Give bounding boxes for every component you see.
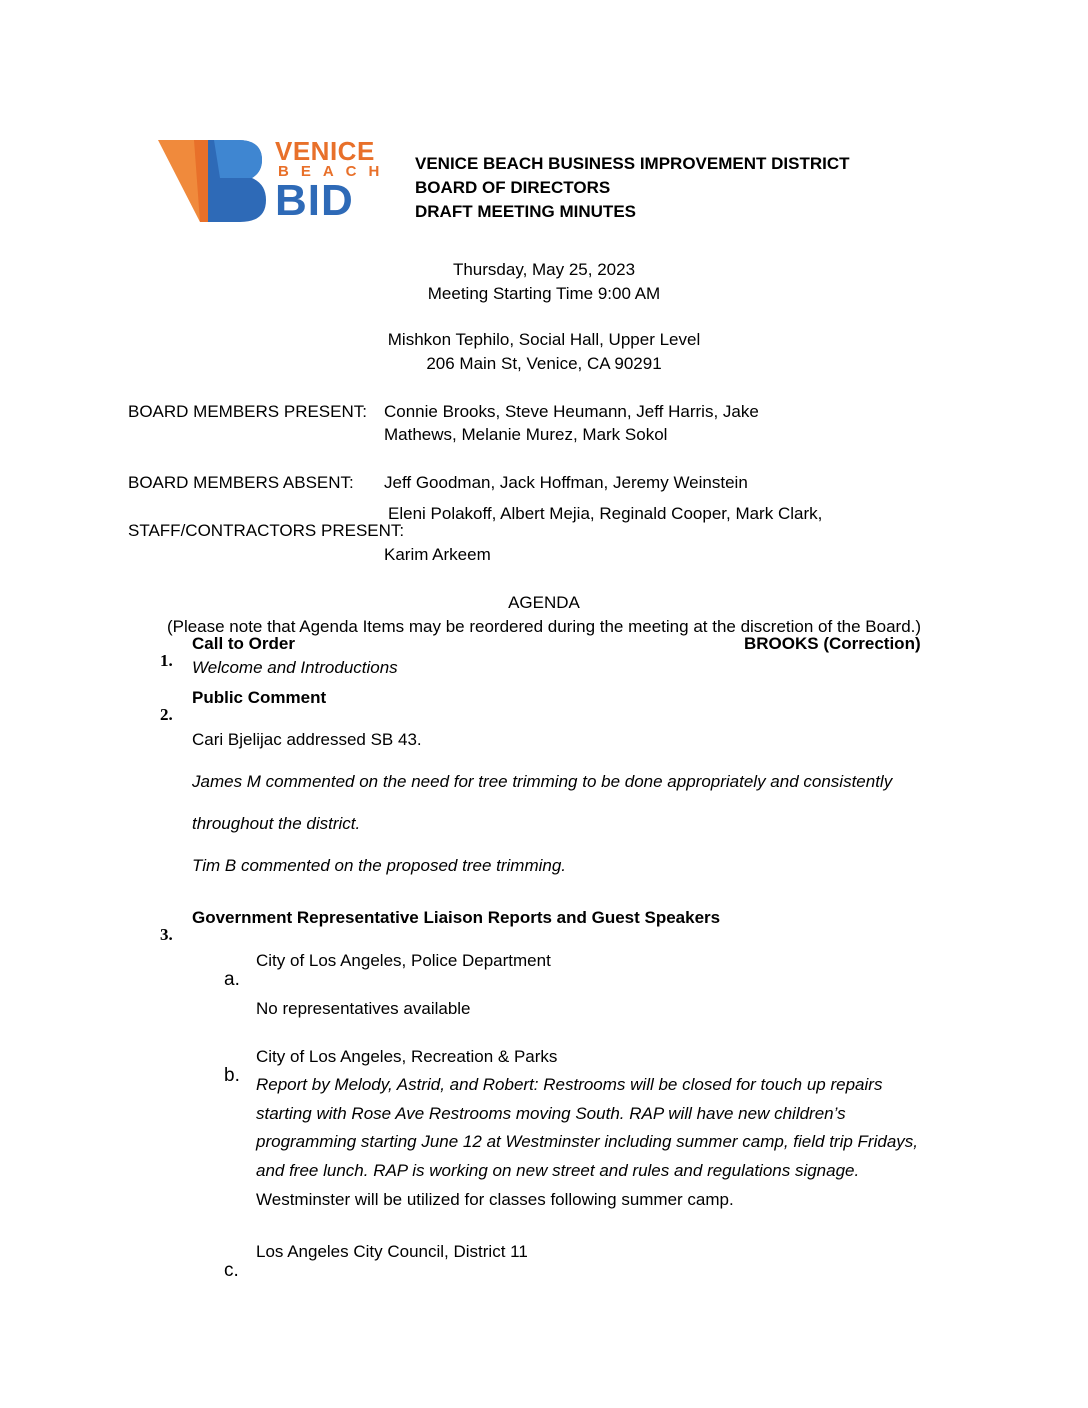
- logo-word-beach: BEACH: [278, 163, 392, 180]
- item3-title: Government Representative Liaison Reports and Guest Speakers: [192, 908, 721, 927]
- venice-beach-bid-logo: [158, 136, 392, 225]
- item3-number: 3.: [160, 925, 173, 944]
- staff-label: STAFF/CONTRACTORS PRESENT:: [128, 521, 405, 540]
- logo-word-venice: VENICE: [275, 136, 375, 166]
- meeting-venue: Mishkon Tephilo, Social Hall, Upper Level: [387, 330, 701, 349]
- item3c-title: Los Angeles City Council, District 11: [256, 1242, 528, 1261]
- agenda-title: AGENDA: [508, 593, 580, 612]
- logo-word-bid: BID: [275, 176, 354, 225]
- board-title: BOARD OF DIRECTORS: [415, 178, 611, 197]
- item3b-letter: b.: [224, 1065, 240, 1086]
- staff-line1: Eleni Polakoff, Albert Mejia, Reginald Cooper, Mark Clark,: [388, 504, 823, 523]
- item1-presenter: BROOKS (Correction): [744, 634, 921, 653]
- absent-members: Jeff Goodman, Jack Hoffman, Jeremy Weinstein: [384, 473, 748, 492]
- public-comment-2a: James M commented on the need for tree trimming to be done appropriately and consistently: [192, 772, 893, 791]
- meeting-date: Thursday, May 25, 2023: [452, 260, 636, 279]
- present-members-line1: Connie Brooks, Steve Heumann, Jeff Harris, Jake: [384, 402, 759, 421]
- item3b-report-line3: programming starting June 12 at Westminster including summer camp, field trip Fridays,: [256, 1132, 918, 1151]
- item1-title: Call to Order: [192, 634, 295, 653]
- item2-number: 2.: [160, 705, 173, 724]
- item3a-title: City of Los Angeles, Police Department: [256, 951, 551, 970]
- staff-line2: Karim Arkeem: [384, 545, 491, 564]
- item1-number: 1.: [160, 651, 173, 670]
- absent-label: BOARD MEMBERS ABSENT:: [128, 473, 354, 492]
- item3a-letter: a.: [224, 969, 240, 990]
- agenda-note: (Please note that Agenda Items may be reordered during the meeting at the discretion of the Board.): [166, 617, 922, 636]
- public-comment-1: Cari Bjelijac addressed SB 43.: [192, 730, 422, 749]
- item2-title: Public Comment: [192, 688, 327, 707]
- item3b-report-line4: and free lunch. RAP is working on new street and rules and regulations signage.: [256, 1161, 860, 1180]
- meeting-start-time: Meeting Starting Time 9:00 AM: [427, 284, 661, 303]
- meeting-address: 206 Main St, Venice, CA 90291: [426, 354, 662, 373]
- present-members-line2: Mathews, Melanie Murez, Mark Sokol: [384, 425, 668, 444]
- present-label: BOARD MEMBERS PRESENT:: [128, 402, 367, 421]
- item3b-report-line1: Report by Melody, Astrid, and Robert: Restrooms will be closed for touch up repairs: [256, 1075, 883, 1094]
- item3c-letter: c.: [224, 1260, 239, 1281]
- item3b-title: City of Los Angeles, Recreation & Parks: [256, 1047, 558, 1066]
- public-comment-2b: throughout the district.: [192, 814, 361, 833]
- item1-subtitle: Welcome and Introductions: [192, 658, 398, 677]
- item3a-body: No representatives available: [256, 999, 471, 1018]
- item3b-report-line2: starting with Rose Ave Restrooms moving South. RAP will have new children’s: [256, 1104, 846, 1123]
- document-title: DRAFT MEETING MINUTES: [415, 202, 636, 221]
- item3b-report-line5: Westminster will be utilized for classes following summer camp.: [256, 1190, 734, 1209]
- org-title: VENICE BEACH BUSINESS IMPROVEMENT DISTRICT: [415, 154, 850, 173]
- logo-mark-icon: [158, 138, 268, 224]
- public-comment-3: Tim B commented on the proposed tree trimming.: [192, 856, 567, 875]
